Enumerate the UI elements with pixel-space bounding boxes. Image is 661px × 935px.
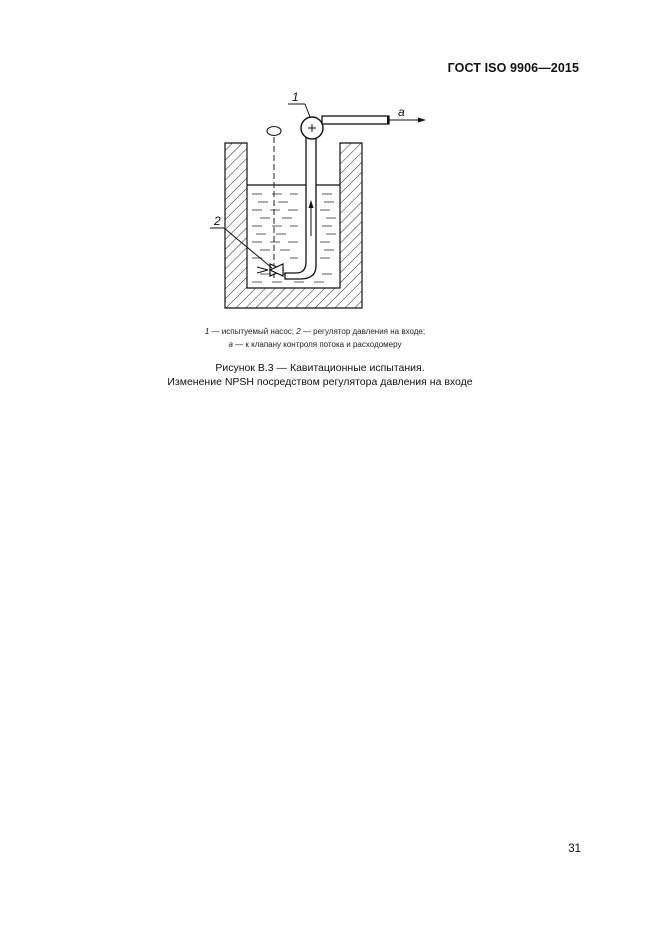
figure-caption xyxy=(100,361,540,389)
label-regulator: 2 xyxy=(214,214,221,228)
caption-line-2: Изменение NPSH посредством регулятора давления на входе xyxy=(167,376,473,388)
legend-line-2 xyxy=(140,338,490,351)
label-pump: 1 xyxy=(292,90,299,104)
legend-text-a: — к клапану контроля потока и расходомеру xyxy=(232,340,402,349)
outlet-arrowhead xyxy=(418,118,426,123)
page-number: 31 xyxy=(568,843,581,855)
caption-line-1: Рисунок В.3 — Кавитационные испытания. xyxy=(215,362,425,374)
legend-text-2: — регулятор давления на входе; xyxy=(300,327,426,336)
label-pump-leader xyxy=(305,104,310,117)
cavitation-test-diagram xyxy=(210,86,440,316)
legend-text-1: — испытуемый насос; xyxy=(209,327,297,336)
float xyxy=(267,127,281,136)
legend-line-1 xyxy=(140,325,490,338)
discharge-pipe xyxy=(322,116,389,124)
legend-key-1: 1 xyxy=(204,327,210,336)
legend-key-2: 2 xyxy=(296,327,301,336)
diagram-svg xyxy=(210,86,440,316)
figure-legend xyxy=(140,325,490,351)
legend-key-a: а xyxy=(228,340,233,349)
document-header: ГОСТ ISO 9906—2015 xyxy=(447,61,579,75)
sump-walls xyxy=(225,143,362,308)
label-outlet: a xyxy=(398,105,405,119)
